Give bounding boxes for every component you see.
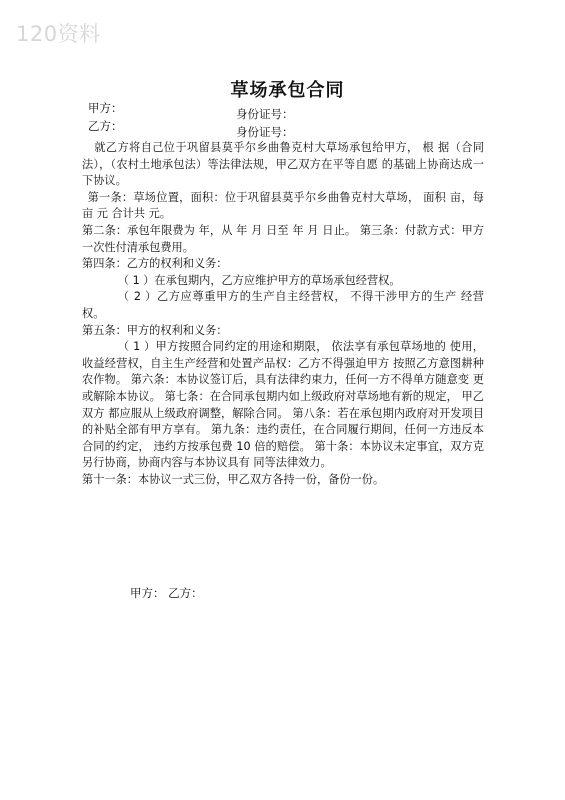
party-b-label: 乙方： [88,119,123,133]
clause-4-heading: 第四条：乙方的权利和义务： [82,257,228,271]
intro-paragraph: 就乙方将自己位于巩留县莫乎尔乡曲鲁克村大草场承包给甲方， 根 据（合同法），（农村土地承包法）等法律法规，甲乙双方在平等自愿 的基础上协商达成一下协议。 [82,141,484,188]
clause-4-item-2: （ 2 ）乙方应尊重甲方的生产自主经营权， 不得干涉甲方的生产 经营权。 [82,290,484,320]
id-number-b-label: 身份证号： [236,125,294,139]
clause-5-10: （ 1 ）甲方按照合同约定的用途和期限， 依法享有承包草场地的 使用，收益经营权，自主生产经营和处置产品权：乙方不得强迫甲方 按照乙方意图耕种农作物。 第六条：本协议签订后，具有法律约束力，任何一方不得单方随意变 更或解除本协议。 第七条：在合同承包期内如上级政府对草场地有新的规定， 甲乙双方 都应服从上级政府调整，解除合同。 第八条：若在承包期内政府对开发项目的补贴全部有甲方享有。 第九条：违约责任，在合同履行期间，任何一方违反本合同的约定， 违约方按承包费 10 倍的赔偿。 第十条：本协议未定事宜，双方克另行协商，协商内容与本协议具有 同等法律效力。 [82,340,484,470]
clause-4-item-1: （ 1 ）在承包期内，乙方应维护甲方的草场承包经营权。 [117,273,401,287]
watermark: 120资料 [16,22,101,46]
id-number-a-label: 身份证号： [236,107,294,121]
clause-11: 第十一条：本协议一式三份，甲乙双方各持一份，备份一份。 [82,472,385,486]
party-a-label: 甲方： [88,101,123,115]
clause-5-heading: 第五条：甲方的权利和义务： [82,323,228,337]
clause-2-3: 第二条：承包年限费为 年，从 年 月 日至 年 月 日止。 第三条：付款方式：甲方一次性付清承包费用。 [82,223,484,254]
contract-body [82,140,484,488]
clause-1: 第一条：草场位置，面积：位于巩留县莫乎尔乡曲鲁克村大草场， 面积 亩，每亩 元 合计共 元。 [82,190,484,221]
signature-line: 甲方： 乙方： [130,586,203,600]
page-title: 草场承包合同 [230,80,345,101]
